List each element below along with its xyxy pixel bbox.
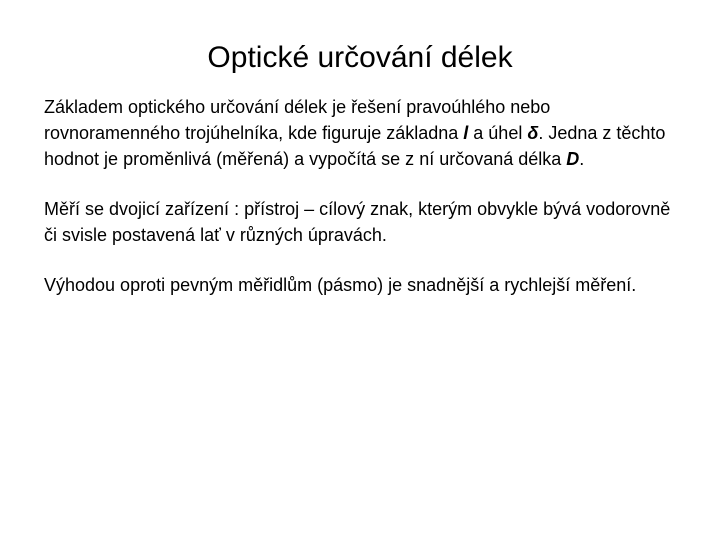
slide-body xyxy=(44,94,684,298)
variable-D: D xyxy=(566,149,580,169)
paragraph-advantage: Výhodou oproti pevným měřidlům (pásmo) je snadnější a rychlejší měření. xyxy=(44,275,637,295)
paragraph-principle-text-3: . Jedna z těchto hodnot je proměnlivá (měřená) a vypočítá se z ní určovaná délka xyxy=(44,123,666,169)
slide-title: Optické určování délek xyxy=(207,41,513,74)
variable-l: l xyxy=(463,123,469,143)
paragraph-instruments: Měří se dvojicí zařízení : přístroj – cílový znak, kterým obvykle bývá vodorovně či svisle postavená lať v různých úpravách. xyxy=(44,199,671,245)
paragraph-principle xyxy=(44,94,684,172)
paragraph-principle-text-2: a úhel xyxy=(468,123,528,143)
paragraph-principle-text-1: Základem optického určování délek je řešení pravoúhlého nebo rovnoramenného trojúhelníka, kde figuruje základna xyxy=(44,97,551,143)
paragraph-principle-text-4: . xyxy=(579,149,585,169)
variable-delta: δ xyxy=(527,123,539,143)
